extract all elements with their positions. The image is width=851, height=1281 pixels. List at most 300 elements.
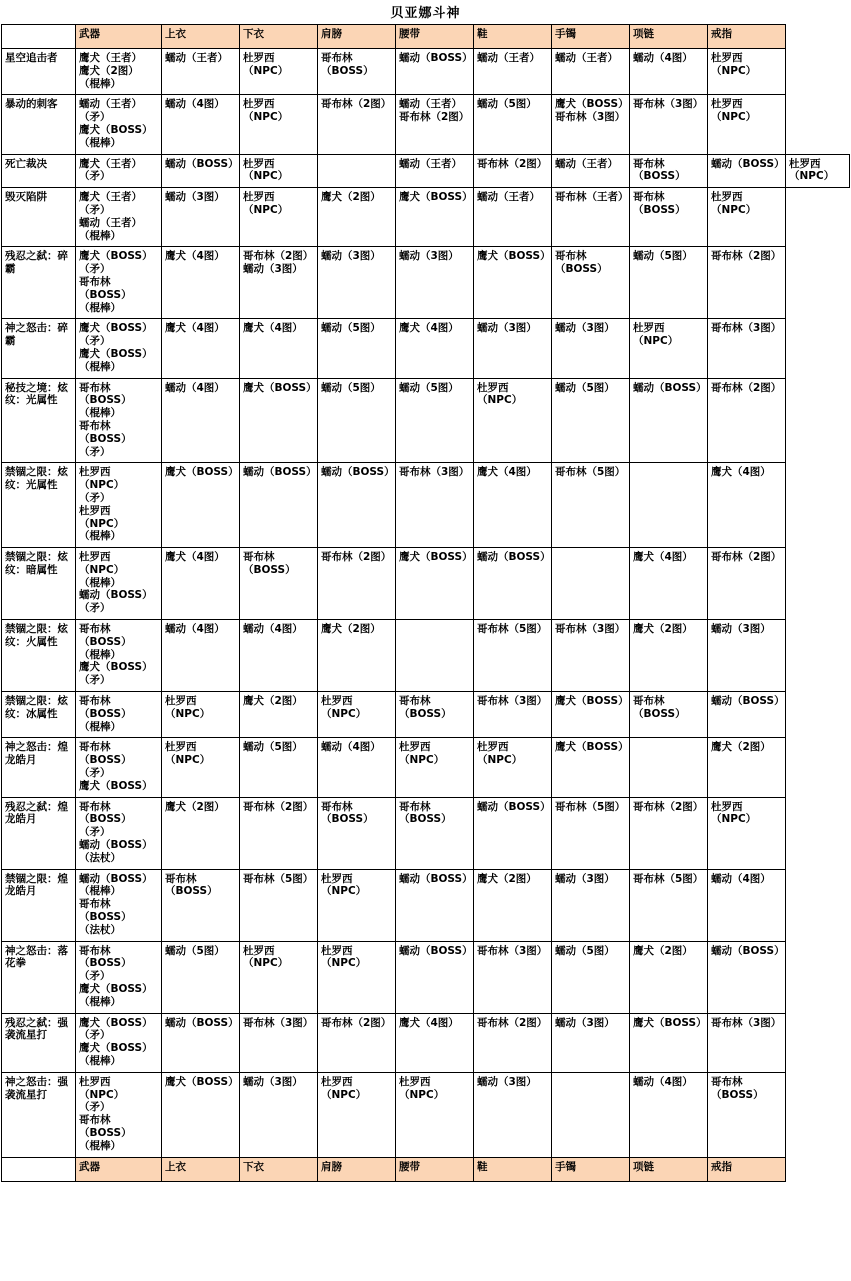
cell-line: （矛） bbox=[79, 1101, 111, 1114]
cell-line: 哥布林（3图） bbox=[477, 695, 548, 708]
table-cell bbox=[474, 247, 552, 319]
table-header bbox=[2, 25, 850, 49]
table-cell bbox=[474, 154, 552, 188]
table-cell bbox=[474, 797, 552, 869]
cell-line: 鹰犬（4图） bbox=[399, 322, 459, 335]
cell-line: 鹰犬（2图） bbox=[633, 944, 693, 957]
cell-line: 蠕动（BOSS） bbox=[243, 466, 317, 479]
table-cell bbox=[240, 692, 318, 738]
cell-line: 鹰犬（4图） bbox=[399, 1016, 459, 1029]
table-cell bbox=[240, 463, 318, 548]
cell-line: 蠕动（BOSS） bbox=[711, 695, 785, 708]
cell-line: （棍棒） bbox=[79, 77, 121, 90]
cell-line: 蠕动（4图） bbox=[165, 98, 225, 111]
table-cell bbox=[240, 1013, 318, 1072]
cell-line: （NPC） bbox=[711, 64, 757, 77]
cell-line: （棍棒） bbox=[79, 720, 121, 733]
cell-line: 杜罗西 bbox=[243, 944, 275, 957]
row-header-skill: 禁锢之限：炫纹：冰属性 bbox=[2, 692, 76, 738]
table-cell bbox=[474, 1013, 552, 1072]
table-cell bbox=[162, 247, 240, 319]
table-row bbox=[2, 797, 850, 869]
table-cell bbox=[552, 188, 630, 247]
cell-line: 蠕动（BOSS） bbox=[79, 839, 153, 852]
table-cell bbox=[318, 869, 396, 941]
cell-line: 哥布林（2图） bbox=[711, 381, 782, 394]
cell-line: 鹰犬（4图） bbox=[243, 322, 303, 335]
cell-line: （棍棒） bbox=[79, 301, 121, 314]
cell-line: 哥布林（王者） bbox=[555, 191, 629, 204]
table-cell bbox=[630, 154, 708, 188]
cell-line: 杜罗西 bbox=[321, 695, 353, 708]
table-cell bbox=[552, 319, 630, 378]
cell-line: 杜罗西 bbox=[243, 98, 275, 111]
header-shoes: 鞋 bbox=[474, 25, 552, 49]
cell-line: 鹰犬（BOSS） bbox=[79, 347, 153, 360]
table-footer bbox=[2, 1157, 850, 1181]
cell-line: 蠕动（3图） bbox=[711, 623, 771, 636]
cell-line: 哥布林（2图） bbox=[321, 551, 392, 564]
footer-row bbox=[2, 1157, 850, 1181]
cell-line: 鹰犬（BOSS） bbox=[79, 250, 153, 263]
cell-line: （NPC） bbox=[165, 707, 211, 720]
cell-line: 鹰犬（4图） bbox=[165, 322, 225, 335]
footer-bracelet: 手镯 bbox=[552, 1157, 630, 1181]
row-header-skill: 神之怒击：强袭流星打 bbox=[2, 1072, 76, 1157]
cell-line: 鹰犬（4图） bbox=[165, 250, 225, 263]
cell-line: 蠕动（BOSS） bbox=[477, 551, 551, 564]
cell-line: 哥布林（2图） bbox=[243, 250, 314, 263]
table-cell bbox=[162, 692, 240, 738]
table-cell bbox=[76, 797, 162, 869]
cell-line: （BOSS） bbox=[165, 885, 218, 898]
cell-line: 蠕动（王者） bbox=[555, 52, 618, 64]
row-header-skill: 禁锢之限：炫纹：暗属性 bbox=[2, 548, 76, 620]
table-cell bbox=[708, 620, 786, 692]
table-cell bbox=[318, 548, 396, 620]
cell-line: 哥布林 bbox=[633, 191, 665, 204]
table-cell bbox=[552, 869, 630, 941]
cell-line: （BOSS） bbox=[79, 1126, 132, 1139]
table-cell bbox=[76, 1072, 162, 1157]
table-cell bbox=[474, 188, 552, 247]
cell-line: 蠕动（王者） bbox=[79, 216, 142, 229]
cell-line: （法杖） bbox=[79, 923, 121, 936]
table-row bbox=[2, 1072, 850, 1157]
cell-line: 杜罗西 bbox=[243, 157, 275, 170]
cell-line: （NPC） bbox=[321, 885, 367, 898]
table-cell bbox=[552, 941, 630, 1013]
cell-line: 杜罗西 bbox=[79, 1075, 111, 1088]
table-cell bbox=[240, 247, 318, 319]
cell-line: （矛） bbox=[79, 111, 111, 124]
table-cell bbox=[162, 154, 240, 188]
table-row bbox=[2, 378, 850, 463]
cell-line: 鹰犬（4图） bbox=[633, 551, 693, 564]
table-cell bbox=[708, 548, 786, 620]
table-cell bbox=[318, 319, 396, 378]
cell-line: （矛） bbox=[79, 970, 111, 983]
table-row bbox=[2, 548, 850, 620]
cell-line: （BOSS） bbox=[321, 813, 374, 826]
cell-line: 鹰犬（BOSS） bbox=[555, 98, 629, 111]
cell-line: 鹰犬（BOSS） bbox=[79, 123, 153, 136]
cell-line: 蠕动（3图） bbox=[555, 322, 615, 335]
cell-line: 哥布林 bbox=[79, 419, 111, 432]
cell-line: （矛） bbox=[79, 1029, 111, 1042]
table-cell bbox=[552, 247, 630, 319]
table-cell bbox=[240, 869, 318, 941]
cell-line: 蠕动（王者） bbox=[399, 157, 462, 170]
cell-line: （矛） bbox=[79, 674, 111, 687]
table-row bbox=[2, 188, 850, 247]
cell-line: （BOSS） bbox=[555, 263, 608, 276]
cell-line: 蠕动（BOSS） bbox=[399, 52, 473, 64]
cell-line: 鹰犬（2图） bbox=[243, 695, 303, 708]
table-cell bbox=[708, 738, 786, 797]
cell-line: （棍棒） bbox=[79, 530, 121, 543]
cell-line: （棍棒） bbox=[79, 885, 121, 898]
table-row bbox=[2, 247, 850, 319]
cell-line: 哥布林（2图） bbox=[321, 1016, 392, 1029]
table-cell bbox=[240, 49, 318, 95]
table-cell bbox=[162, 941, 240, 1013]
table-cell bbox=[318, 1013, 396, 1072]
table-cell bbox=[240, 941, 318, 1013]
footer-top: 上衣 bbox=[162, 1157, 240, 1181]
table-cell bbox=[474, 692, 552, 738]
cell-line: （矛） bbox=[79, 826, 111, 839]
cell-line: 蠕动（BOSS） bbox=[633, 381, 707, 394]
table-cell bbox=[318, 738, 396, 797]
cell-line: （NPC） bbox=[243, 111, 289, 124]
table-cell bbox=[708, 247, 786, 319]
table-cell bbox=[552, 95, 630, 154]
cell-line: 鹰犬（BOSS） bbox=[79, 322, 153, 335]
cell-line: （矛） bbox=[79, 767, 111, 780]
footer-necklace: 项链 bbox=[630, 1157, 708, 1181]
table-cell bbox=[240, 1072, 318, 1157]
cell-line: 杜罗西 bbox=[321, 944, 353, 957]
table-cell bbox=[474, 378, 552, 463]
cell-line: 杜罗西 bbox=[399, 1075, 431, 1088]
cell-line: 哥布林 bbox=[555, 250, 587, 263]
header-row bbox=[2, 25, 850, 49]
cell-line: 哥布林（3图） bbox=[555, 623, 626, 636]
table-cell bbox=[396, 154, 474, 188]
table-cell bbox=[162, 620, 240, 692]
cell-line: 蠕动（4图） bbox=[321, 741, 381, 754]
cell-line: 哥布林（3图） bbox=[399, 466, 470, 479]
table-cell bbox=[318, 154, 396, 188]
row-header-skill: 死亡裁决 bbox=[2, 154, 76, 188]
cell-line: 蠕动（5图） bbox=[555, 381, 615, 394]
cell-line: 杜罗西 bbox=[477, 381, 509, 394]
cell-line: 蠕动（5图） bbox=[399, 381, 459, 394]
table-cell bbox=[396, 692, 474, 738]
table-cell bbox=[76, 154, 162, 188]
table-cell bbox=[708, 463, 786, 548]
cell-line: 杜罗西 bbox=[789, 157, 821, 170]
table-row bbox=[2, 463, 850, 548]
cell-line: （NPC） bbox=[711, 111, 757, 124]
cell-line: （BOSS） bbox=[79, 432, 132, 445]
cell-line: （BOSS） bbox=[399, 707, 452, 720]
cell-line: 蠕动（4图） bbox=[165, 623, 225, 636]
header-ring: 戒指 bbox=[708, 25, 786, 49]
table-cell bbox=[76, 319, 162, 378]
row-header-skill: 暴动的刺客 bbox=[2, 95, 76, 154]
cell-line: （棍棒） bbox=[79, 360, 121, 373]
cell-line: 鹰犬（BOSS） bbox=[165, 466, 239, 479]
table-cell bbox=[552, 49, 630, 95]
table-cell bbox=[162, 188, 240, 247]
cell-line: 哥布林 bbox=[321, 52, 353, 64]
cell-line: （棍棒） bbox=[79, 576, 121, 589]
cell-line: （矛） bbox=[79, 170, 111, 183]
table-cell bbox=[76, 49, 162, 95]
table-cell bbox=[396, 620, 474, 692]
cell-line: 杜罗西 bbox=[321, 872, 353, 885]
table-cell bbox=[396, 95, 474, 154]
cell-line: 哥布林（2图） bbox=[633, 800, 704, 813]
table-cell bbox=[240, 95, 318, 154]
table-cell bbox=[396, 49, 474, 95]
cell-line: （BOSS） bbox=[399, 813, 452, 826]
cell-line: 蠕动（5图） bbox=[165, 944, 225, 957]
table-cell bbox=[708, 692, 786, 738]
cell-line: 蠕动（3图） bbox=[399, 250, 459, 263]
cell-line: 杜罗西 bbox=[477, 741, 509, 754]
cell-line: 哥布林（2图） bbox=[711, 250, 782, 263]
table-cell bbox=[630, 1013, 708, 1072]
table-cell bbox=[162, 319, 240, 378]
table-cell bbox=[552, 463, 630, 548]
footer-ring: 戒指 bbox=[708, 1157, 786, 1181]
row-header-skill: 残忍之弑：煌龙皓月 bbox=[2, 797, 76, 869]
table-cell bbox=[630, 692, 708, 738]
table-cell bbox=[708, 797, 786, 869]
table-cell bbox=[162, 463, 240, 548]
table-cell bbox=[76, 95, 162, 154]
cell-line: 杜罗西 bbox=[321, 1075, 353, 1088]
table-row bbox=[2, 692, 850, 738]
cell-line: （NPC） bbox=[79, 563, 125, 576]
cell-line: 哥布林（2图） bbox=[477, 1016, 548, 1029]
cell-line: （NPC） bbox=[477, 394, 523, 407]
cell-line: 鹰犬（BOSS） bbox=[399, 551, 473, 564]
cell-line: 蠕动（BOSS） bbox=[477, 800, 551, 813]
cell-line: 哥布林（5图） bbox=[477, 623, 548, 636]
table-cell bbox=[318, 620, 396, 692]
cell-line: 哥布林 bbox=[711, 1075, 743, 1088]
cell-line: 哥布林 bbox=[79, 381, 111, 394]
table-cell bbox=[396, 1013, 474, 1072]
table-cell bbox=[240, 188, 318, 247]
cell-line: 鹰犬（BOSS） bbox=[477, 250, 551, 263]
cell-line: （NPC） bbox=[243, 64, 289, 77]
table-cell bbox=[162, 1013, 240, 1072]
cell-line: （NPC） bbox=[243, 203, 289, 216]
table-cell bbox=[318, 797, 396, 869]
cell-line: （BOSS） bbox=[243, 563, 296, 576]
cell-line: 杜罗西 bbox=[711, 52, 743, 64]
cell-line: 蠕动（5图） bbox=[633, 250, 693, 263]
cell-line: （NPC） bbox=[243, 170, 289, 183]
table-row bbox=[2, 319, 850, 378]
cell-line: （BOSS） bbox=[633, 170, 686, 183]
table-cell bbox=[630, 378, 708, 463]
cell-line: 蠕动（5图） bbox=[555, 944, 615, 957]
table-cell bbox=[708, 49, 786, 95]
cell-line: 鹰犬（BOSS） bbox=[165, 1075, 239, 1088]
row-header-skill: 神之怒击：落花拳 bbox=[2, 941, 76, 1013]
cell-line: 哥布林（3图） bbox=[555, 111, 626, 124]
cell-line: （NPC） bbox=[399, 1088, 445, 1101]
cell-line: 蠕动（王者） bbox=[79, 98, 142, 111]
table-cell bbox=[318, 692, 396, 738]
cell-line: （矛） bbox=[79, 263, 111, 276]
table-cell bbox=[552, 548, 630, 620]
cell-line: （棍棒） bbox=[79, 407, 121, 420]
cell-line: 哥布林（2图） bbox=[399, 111, 470, 124]
cell-line: （NPC） bbox=[165, 754, 211, 767]
table-cell bbox=[162, 548, 240, 620]
cell-line: 哥布林（3图） bbox=[711, 322, 782, 335]
cell-line: 鹰犬（BOSS） bbox=[79, 1016, 153, 1029]
cell-line: 蠕动（3图） bbox=[477, 322, 537, 335]
cell-line: 蠕动（王者） bbox=[477, 191, 540, 204]
cell-line: （NPC） bbox=[243, 957, 289, 970]
table-cell bbox=[630, 188, 708, 247]
footer-shoulder: 肩膀 bbox=[318, 1157, 396, 1181]
cell-line: 哥布林 bbox=[165, 872, 197, 885]
cell-line: （NPC） bbox=[633, 335, 679, 348]
cell-line: 哥布林 bbox=[633, 157, 665, 170]
cell-line: 鹰犬（2图） bbox=[711, 741, 771, 754]
cell-line: （NPC） bbox=[79, 1088, 125, 1101]
cell-line: 杜罗西 bbox=[711, 98, 743, 111]
cell-line: 杜罗西 bbox=[243, 52, 275, 64]
table-cell bbox=[708, 1013, 786, 1072]
header-corner bbox=[2, 25, 76, 49]
cell-line: 杜罗西 bbox=[79, 466, 111, 479]
cell-line: （矛） bbox=[79, 203, 111, 216]
header-bottom: 下衣 bbox=[240, 25, 318, 49]
table-cell bbox=[552, 738, 630, 797]
table-cell bbox=[708, 941, 786, 1013]
cell-line: 杜罗西 bbox=[633, 322, 665, 335]
cell-line: （BOSS） bbox=[711, 1088, 764, 1101]
table-cell bbox=[76, 941, 162, 1013]
table-cell bbox=[630, 95, 708, 154]
table-body bbox=[2, 49, 850, 1158]
cell-line: 哥布林 bbox=[79, 898, 111, 911]
table-cell bbox=[630, 463, 708, 548]
table-cell bbox=[630, 797, 708, 869]
table-cell bbox=[396, 188, 474, 247]
cell-line: 蠕动（3图） bbox=[243, 263, 303, 276]
table-row bbox=[2, 738, 850, 797]
cell-line: 杜罗西 bbox=[79, 504, 111, 517]
cell-line: 蠕动（3图） bbox=[477, 1075, 537, 1088]
table-cell bbox=[240, 378, 318, 463]
table-cell bbox=[396, 941, 474, 1013]
cell-line: （棍棒） bbox=[79, 1139, 121, 1152]
cell-line: （NPC） bbox=[399, 754, 445, 767]
footer-shoes: 鞋 bbox=[474, 1157, 552, 1181]
table-cell bbox=[630, 49, 708, 95]
cell-line: （NPC） bbox=[789, 170, 835, 183]
cell-line: 鹰犬（BOSS） bbox=[79, 661, 153, 674]
table-cell bbox=[76, 463, 162, 548]
cell-line: 哥布林（5图） bbox=[633, 872, 704, 885]
cell-line: 鹰犬（2图） bbox=[477, 872, 537, 885]
cell-line: 哥布林（3图） bbox=[711, 1016, 782, 1029]
table-cell bbox=[708, 154, 786, 188]
table-cell bbox=[474, 49, 552, 95]
row-header-skill: 残忍之弑：碎霸 bbox=[2, 247, 76, 319]
table-row bbox=[2, 941, 850, 1013]
table-row bbox=[2, 154, 850, 188]
table-cell bbox=[396, 1072, 474, 1157]
table-cell bbox=[76, 620, 162, 692]
table-cell bbox=[76, 869, 162, 941]
cell-line: 哥布林（3图） bbox=[633, 98, 704, 111]
cell-line: （矛） bbox=[79, 445, 111, 458]
cell-line: 蠕动（BOSS） bbox=[399, 944, 473, 957]
table-cell bbox=[552, 797, 630, 869]
table-cell bbox=[552, 378, 630, 463]
cell-line: （BOSS） bbox=[633, 707, 686, 720]
cell-line: 杜罗西 bbox=[79, 551, 111, 564]
footer-belt: 腰带 bbox=[396, 1157, 474, 1181]
table-cell bbox=[318, 49, 396, 95]
cell-line: 蠕动（王者） bbox=[555, 157, 618, 170]
cell-line: （BOSS） bbox=[79, 707, 132, 720]
table-cell bbox=[162, 738, 240, 797]
header-bracelet: 手镯 bbox=[552, 25, 630, 49]
table-cell bbox=[396, 797, 474, 869]
table-cell bbox=[552, 620, 630, 692]
cell-line: （BOSS） bbox=[633, 203, 686, 216]
cell-line: 鹰犬（王者） bbox=[79, 157, 142, 170]
table-cell bbox=[708, 869, 786, 941]
cell-line: （棍棒） bbox=[79, 995, 121, 1008]
row-header-skill: 禁锢之限：炫纹：光属性 bbox=[2, 463, 76, 548]
cell-line: （NPC） bbox=[477, 754, 523, 767]
table-cell bbox=[474, 869, 552, 941]
cell-line: （BOSS） bbox=[79, 288, 132, 301]
table-cell bbox=[162, 95, 240, 154]
table-cell bbox=[474, 1072, 552, 1157]
row-header-skill: 神之怒击：煌龙皓月 bbox=[2, 738, 76, 797]
table-cell bbox=[240, 797, 318, 869]
table-cell bbox=[76, 692, 162, 738]
cell-line: 哥布林（2图） bbox=[243, 800, 314, 813]
table-cell bbox=[396, 378, 474, 463]
table-cell bbox=[708, 188, 786, 247]
cell-line: 鹰犬（BOSS） bbox=[399, 191, 473, 204]
cell-line: （棍棒） bbox=[79, 136, 121, 149]
table-cell bbox=[630, 869, 708, 941]
table-cell bbox=[240, 620, 318, 692]
cell-line: （BOSS） bbox=[79, 635, 132, 648]
footer-bottom: 下衣 bbox=[240, 1157, 318, 1181]
cell-line: 蠕动（3图） bbox=[165, 191, 225, 204]
table-cell bbox=[630, 941, 708, 1013]
table-cell bbox=[708, 319, 786, 378]
